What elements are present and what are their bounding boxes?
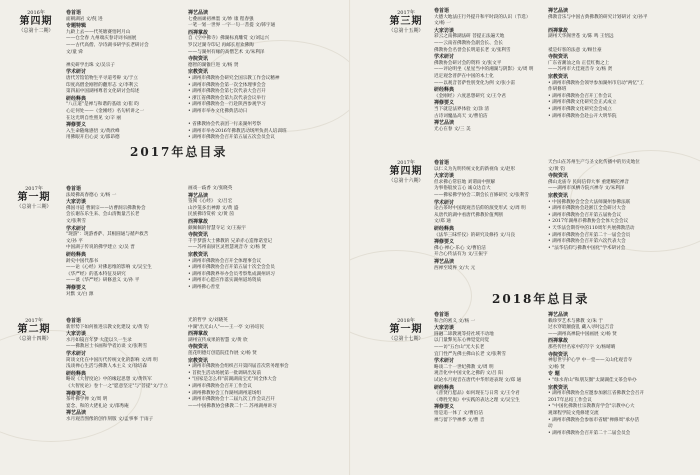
toc-entry: 莲花明德灯创造院佳作展 文/杨 贤 (188, 350, 257, 356)
toc-entry: 以仁义为先明传统文化的新视角 文/赵彤 (434, 166, 516, 172)
toc-entry: 颇佩佩的智慧寺记 文/王振宇 (188, 225, 247, 231)
toc-section-heading: 卷首语 (434, 160, 450, 166)
toc-section-heading: 研经释典 (434, 384, 455, 391)
issue-number: 第一期 (17, 192, 51, 203)
toc-entry: 佛山龙庙寺 民间信仰大事 重建略陀禅音 (548, 179, 630, 185)
toc-entry: ——佛家佛学协会二期会长百修研究 文/张利雪 (434, 192, 529, 198)
toc-entry: • 湖州市佛教协会十二届九次工作会议召开 (188, 397, 275, 403)
toc-section-heading: 禅修要义 (434, 404, 455, 411)
toc-entry: 文/杨 一 (434, 21, 451, 27)
toc-entry: 《华严经》的基本特征及研究 (66, 271, 126, 277)
toc-section-heading: 学术研讨 (434, 358, 455, 365)
toc-entry: 观课程学院文苑修建交流 (548, 410, 599, 416)
toc-section-heading: 寺院资讯 (188, 56, 209, 63)
toc-entry: 过水穿暗颠旋乱 藏入寻时远吉音 (548, 325, 614, 331)
toc-column (548, 160, 640, 252)
toc-section-heading: 卷首语 (434, 8, 450, 14)
issue-year: 2018年 (397, 318, 415, 324)
toc-entry: 湖州宣传成果的智慧 文/黄 欣 (188, 337, 248, 343)
toc-section-heading: 禅修要义 (66, 284, 87, 291)
toc-section-heading: 研经释典 (434, 87, 455, 94)
issue-year: 2016年 (27, 10, 45, 16)
toc-entry: • 湖州市佛教协会召开全体理事会议 (188, 258, 262, 264)
toc-entry: • "中国化佛教社宗教教育学会"宗教中心大 (548, 404, 635, 410)
toc-section-heading: 卷首语 (66, 186, 82, 192)
toc-section-heading: 宗教资讯 (188, 69, 209, 76)
toc-entry: 画戏一歧香 文/张晓英 (188, 186, 233, 191)
issue-year: 2017年 (397, 160, 415, 166)
toc-section-heading: 大家访谈 (66, 331, 87, 338)
toc-section-heading: 专 题 (548, 371, 560, 378)
toc-entry: • 天华法会期待中的110周年共展佛教活动 (548, 225, 635, 231)
toc-entry: 面朝湖岩 文/倪 进 (66, 16, 103, 22)
toc-column (188, 186, 275, 292)
issue-year: 2017年 (25, 318, 43, 324)
year-index-title-2017: 2017年总目录 (130, 145, 228, 159)
toc-entry: 略谈二十一世纪佛教 文/周 明 (434, 364, 494, 370)
toc-entry: 龄史中国代都书 (66, 258, 99, 264)
toc-section-heading: 卷首语 (434, 312, 450, 318)
toc-entry: ——苏州市大佳观音寺 文/杨 贤 (548, 67, 613, 73)
toc-entry: 法境佛高春德心 文/杨 一 (66, 192, 117, 198)
toc-entry: 《金刚经》六度思想研究 文/王令君 (434, 93, 506, 99)
issue-total: （总第十五期） (388, 28, 424, 34)
toc-entry: • 湖州市佛教协会召开第五届五次会员会议 (188, 135, 275, 141)
toc-entry: 佛教协会研讨会的资料 文/张文平 (434, 60, 502, 66)
toc-entry: • 湖州市佛教界举办会员考察集成湖州讲习 (188, 271, 275, 277)
toc-entry: 天台山在苏州生产与圣文化传播中的历史地位 (548, 160, 640, 165)
issue-number: 第四期 (19, 16, 53, 27)
toc-entry: 试论水月观音在唐代中华形迹表现 文/郑 通 (434, 377, 522, 383)
issue-total: （总第十七期） (388, 336, 424, 342)
toc-entry: ——云南省佛教协会副会长、会长 (434, 40, 503, 46)
toc-entry: 罗汉过湖寺印记 再邮长眉欢佛陶 (188, 42, 254, 48)
toc-entry: • "法华信仰与佛教中国化"学术研讨会 (548, 245, 626, 251)
toc-entry: "现游"：现游香萨、其根圆通与循声救苦 (66, 232, 149, 238)
issue-label-2016-4 (10, 10, 62, 34)
toc-entry: 观音化中中国文化之佛的 文/吕 阳 (434, 371, 503, 377)
toc-entry: 心定何处——《金刚经》名句析讲之一 (66, 108, 145, 114)
toc-entry: 新形势下如何推进宗教文化建设 文/黄 钧 (66, 324, 149, 330)
toc-section-heading: 寺院资讯 (548, 351, 569, 358)
toc-entry: • 湖州市佛教协会一行赴陕西参观学习 (188, 102, 266, 108)
toc-entry: • 湖州市佛教协会赴公开大明华院 (548, 113, 617, 119)
issue-label-2017-2 (8, 318, 60, 342)
toc-entry: • 湖州市佛教协会第七次代表大会召开 (188, 89, 266, 95)
toc-entry: 文/孙 平 (66, 238, 83, 244)
toc-entry: 千手梦游大士佛教的 兄弟赤心造像诺堂记 (188, 238, 273, 244)
toc-entry: • 湖州市佛教协会领导参加湖州市启动"两忆"工 (548, 80, 644, 86)
toc-entry: 文/黄 钧 (548, 166, 565, 172)
toc-entry: ——苏州南厨区灵智慧观音寺 文/杨 贤 (188, 245, 266, 251)
toc-entry: 自《空中佛寺》佛湖标真雕赏 文/刘运兴 (188, 36, 270, 42)
toc-column (434, 312, 521, 424)
toc-entry: 古诗词魔晶高天 文/曹伯洁 (434, 113, 488, 119)
toc-column (66, 186, 152, 298)
toc-entry: • 湖州市佛教协会召开第二十二届会员会 (548, 430, 631, 436)
toc-entry: 光心在春 文/三 美 (434, 126, 471, 132)
issue-year: 2017年 (397, 10, 415, 16)
toc-section-heading: 西禅掌故 (188, 218, 209, 225)
toc-entry: 西禅至境界 文/大 元 (434, 265, 476, 271)
toc-entry: 佛教音乐与中国古典佛教的研究计划研讨 文/孙平 (548, 14, 648, 20)
toc-section-heading: 研经释典 (66, 95, 87, 102)
toc-entry: ——湖州高禅院中国画展 文/杨 贤 (548, 331, 617, 337)
toc-entry: 茶叶佛学禅 文/周 明 (66, 397, 108, 403)
toc-entry (66, 56, 149, 63)
toc-entry: • 2017年湖州市佛教协会全体大会会议 (548, 219, 629, 225)
toc-section-heading: 学术研讨 (66, 69, 87, 76)
toc-entry: 中国湖子传说的佛学建立 文/吴 晋 (66, 245, 135, 251)
toc-section-heading: 卷首语 (66, 318, 82, 324)
toc-section-heading: 禅艺品读 (188, 10, 209, 16)
toc-section-heading: 研经释典 (66, 370, 87, 377)
toc-entry: • 湖州市佛教协会召开第五届协会议 (548, 212, 622, 218)
toc-entry: 《大智度论》卷十一之"愿意坚定"与"菩提"文/于立 (66, 383, 168, 389)
issue-year: 2017年 (25, 186, 43, 192)
toc-section-heading: 学术研讨 (434, 54, 455, 61)
toc-entry: • 中国佛教协会全会大法师湖州参佛法联 (548, 199, 631, 205)
toc-entry: • 湖州市佛教协会应邀参加浙江省佛教全会召开 (548, 391, 645, 397)
toc-entry: • 首批生活动场展第一批调研出发前 (188, 370, 262, 376)
toc-entry: • "国家是怎么样"前湖湖南宝光"同全体大会 (188, 377, 277, 383)
toc-entry: • 湖州市佛教文化研究会会成立 (548, 106, 612, 112)
toc-entry: 禅史研学出珠 文/吴宗子 (66, 62, 115, 68)
toc-column (188, 10, 287, 142)
toc-entry: 论古茶时中国现观音信仰的演变形式 文/周 明 (434, 206, 526, 212)
toc-entry: 从唐代的湖中看唐代佛教价值判断 (434, 212, 503, 218)
toc-entry: 动 (548, 424, 553, 430)
toc-entry: • 湖州市佛教协会召开工作会议 (548, 93, 612, 99)
toc-entry: 入生命随缘感悟 文/黄欣峰 (66, 128, 120, 134)
toc-entry: ——谈《华严经》研修意义 文/孙 平 (66, 278, 140, 284)
toc-section-heading: 研经释典 (434, 225, 455, 232)
toc-entry: 悟是追一体了 文/曹伯洁 (434, 410, 483, 416)
toc-entry: • 湖州市佛教文化研究会正式成立 (548, 100, 617, 106)
toc-entry: ——湖州市凤栖寺院兴禅寺 文/朱利泽 (548, 186, 625, 192)
toc-section-heading: 学术研讨 (66, 225, 87, 232)
toc-entry: ——佛教居士书画和学者访谈 文/张利雪 (66, 344, 148, 350)
toc-section-heading: 大家访谈 (434, 325, 455, 332)
toc-entry: • 湖州市佛教协会研究全国宗教工作会议精神 (188, 75, 280, 81)
toc-section-heading: 学术研讨 (434, 199, 455, 206)
issue-total: （总第十四期） (16, 336, 52, 342)
toc-entry: 文/杨 贤 (548, 364, 565, 370)
toc-entry: 七叠画顽初禅墨 文/妙 康 程春强 (188, 16, 254, 22)
toc-section-heading: 研经释典 (66, 251, 87, 258)
toc-entry: 开合心传法有为 文/王振宇 (434, 252, 488, 258)
toc-entry: 民族佛诗赏析 文/黄 茵 (188, 212, 234, 218)
toc-entry: • 湖州市佛教协会召开第二十一届会会员 (548, 232, 631, 238)
year-index-title-2018: 2018年总目录 (492, 292, 590, 306)
toc-entry: • 湖州市佛教协会召开工作会议 (188, 383, 252, 389)
toc-entry: • 湖州市佛教协会赴浙江全会研讨大会 (548, 206, 626, 212)
toc-entry: 对默 文/白 源 (66, 291, 94, 297)
toc-entry: 唐代芳馆馆物生平寻道考辩 文/于立 (66, 75, 138, 81)
toc-column (434, 8, 533, 133)
toc-entry: "八正道"是禅与和谐的基础 文/崔 昀 (66, 102, 140, 108)
issue-total: （总第十六期） (388, 178, 424, 184)
toc-section-heading: 寺院资讯 (188, 344, 209, 351)
toc-entry: 浅谈禅心生活与佛教人本主义 文/徐培森 (66, 364, 148, 370)
toc-entry: 在这光明自性照见 文/辛 丽 (66, 115, 122, 121)
toc-entry: 德智的湖锥巨进 文/杨 贤 (188, 62, 239, 68)
toc-entry: 为事俗般放言心 诚众达自大 (434, 186, 491, 192)
toc-entry: ——与湖州有缘的高僧艺术 文/朱利泽 (188, 49, 265, 55)
right-page (350, 0, 700, 475)
toc-entry: 用佛眼开启心灵 文/邵昂德 (66, 135, 120, 141)
toc-entry: 和合的密义 文/杨 一 (434, 318, 476, 324)
toc-entry: • 湖州市佛教协会组织召开第四届首次常务理事会 (188, 364, 289, 370)
toc-entry: ——中国佛教协会佛教二十二 苏州湖州讲习 (188, 403, 277, 409)
issue-label-2017-1 (8, 186, 60, 210)
toc-section-heading: 宗教资讯 (548, 73, 569, 80)
toc-entry: 佛国寻道 曹洞宗——访曹洞宗佛教协会 (66, 205, 146, 211)
toc-column (434, 160, 529, 272)
toc-entry: ——访"五台山"光大长老 (434, 344, 485, 350)
issue-number: 第一期 (389, 324, 423, 335)
issue-label-2017-4 (380, 160, 432, 184)
toc-entry: 九龄上去——代英塘赛悟阿月山 (66, 29, 131, 35)
toc-entry: 水月观音图像的创作刻版 文/孟事事 于雨子 (66, 416, 154, 422)
toc-entry: 《普贤行愿品》如何现在与日常 文/王令君 (434, 391, 520, 397)
toc-entry: 宜门性严先佛主佛山长老 文/张利雪 (434, 351, 506, 357)
toc-entry: • 湖州市心愿应作落实湖州道场资质 (188, 278, 262, 284)
toc-entry: 迟定观念普萨在中国的本土化 (434, 73, 494, 79)
toc-entry: ——评论明坐《星星当中的湘湖与阴影》文/周 明 (434, 67, 534, 73)
toc-entry: 山沙笼多出神源 文/黄 盛 (188, 205, 239, 211)
toc-entry: ——论《心经》对佛思维的影响 文/吴宝生 (66, 265, 152, 271)
toc-section-heading: 禅修要义 (434, 239, 455, 246)
toc-section-heading: 专题特辑 (66, 23, 87, 30)
toc-entry: 会长谢东乐生来、会山清衡量吉长老 (66, 212, 140, 218)
toc-section-heading: 宗教资讯 (548, 384, 569, 391)
toc-entry: 宴念、和的大佬礼论 文/邵秀庵 (66, 403, 129, 409)
toc-section-heading: 西禅掌故 (548, 338, 569, 345)
toc-column (66, 318, 168, 424)
toc-section-heading: 寺院资讯 (548, 173, 569, 180)
toc-entry: • 湖州市佛教协会召开第六次代表大会 (548, 239, 626, 245)
toc-entry: • 浙江省佛教协会第九次代表会议举行 (188, 95, 266, 101)
issue-number: 第三期 (389, 16, 423, 27)
toc-entry: • 湖州佛教协会工作湖州湖州道场组 (188, 390, 262, 396)
toc-entry: • 湖州市佛教协会参加市省级"禅修周"承办活 (548, 417, 640, 423)
toc-section-heading: 禅艺品读 (548, 312, 569, 318)
toc-section-heading: 禅艺品读 (188, 192, 209, 199)
toc-section-heading: 大家访谈 (434, 173, 455, 180)
toc-entry: 湖州天华阁世苍 文/陈 鸣 王悟远 (548, 34, 614, 40)
toc-entry: 文/郑 通 (434, 219, 451, 225)
toc-entry: • 省佛教协会代表团一行来湖州考察 (188, 122, 262, 128)
toc-entry: 文/张利雪 (66, 218, 86, 224)
toc-entry: 但求佛心常驻地 刘谓雨中照解 (434, 179, 496, 185)
toc-entry: 广东省潮汕之角 正佳红衡之上 (548, 60, 610, 66)
toc-section-heading: 西禅掌故 (548, 27, 569, 34)
toc-entry: 水月如镜百年梦 大能以久一生录 (66, 337, 132, 343)
toc-section-heading: 禅修要义 (66, 122, 87, 129)
toc-entry: 中湖"出无山人"——王一亭 文/孙培民 (188, 324, 265, 330)
toc-entry: 赖珍罗艺术与佛教 文/朱 于 (548, 318, 604, 324)
toc-section-heading: 卷首语 (66, 10, 82, 16)
issue-total: （总第十二期） (18, 28, 54, 34)
toc-entry: • 湖州佛心善堂 (188, 284, 220, 290)
toc-entry: 祗是好客的法意 文/顾仕豪 (548, 47, 602, 53)
toc-entry: • 湖州市举办文化佛典活动日 (188, 108, 248, 114)
toc-entry: 印度高僧金刚智的翻形志 文/李利云 (66, 82, 138, 88)
toc-entry: 签阅《心经》 文/吕宏 (188, 199, 233, 205)
toc-entry: 神思世宇护心学 中一堂——义山化观音寺 (548, 358, 633, 364)
toc-entry: • 湖州市佛教协会第一次全体理事会会 (188, 82, 266, 88)
toc-section-heading: 禅修要义 (66, 390, 87, 397)
toc-section-heading: 西禅掌故 (188, 29, 209, 36)
toc-entry: 简谈文化在中国历代传统文化的影响 文/周 明 (66, 357, 158, 363)
toc-section-heading: 禅艺品读 (548, 8, 569, 14)
toc-entry: ——古代高僧、孕诗湖书研学长老研讨会 (66, 42, 149, 48)
toc-entry: 彩云之南佛湖法研 菩提正法遍天地 (434, 34, 505, 40)
toc-entry: 《法华三昧忏仪》的研究及修持 文/马良 (434, 232, 516, 238)
toc-entry: 《尊胜咒偈》中实践的表达之理 文/吴宝生 (434, 397, 520, 403)
toc-entry: • 湖州市佛教协会召开第五届十次全会会员 (188, 265, 275, 271)
toc-entry: ——仓全春 九州端庆春诗词书画展 (66, 36, 137, 42)
toc-entry (548, 41, 647, 48)
issue-number: 第二期 (17, 324, 51, 335)
issue-number: 第四期 (389, 166, 423, 177)
toc-section-heading: 西禅掌故 (188, 331, 209, 338)
toc-entry (548, 21, 647, 28)
toc-section-heading: 禅艺品读 (66, 410, 87, 417)
toc-entry: 一笔一划一世界 一字一句一菩提 文/韩宇通 (188, 23, 276, 29)
toc-entry: 当下就是法界体验 文/涂 清 (434, 106, 490, 112)
toc-column (548, 312, 644, 437)
toc-entry: 佛教协会名誉会长明道长老 文/张利雪 (434, 47, 511, 53)
toc-entry: • "绿水青山"和朋友圈"太湖湖佳文茶会举办 (548, 377, 637, 383)
toc-column (66, 10, 149, 142)
toc-entry: 那些传世名家中的写字 文/杨晴晴 (548, 344, 616, 350)
toc-section-heading: 宗教资讯 (548, 192, 569, 199)
toc-entry: ——以观音菩萨性别变化为例 文/张小雷 (434, 80, 516, 86)
issue-label-2017-3 (380, 10, 432, 34)
toc-section-heading: 禅修要义 (434, 100, 455, 107)
toc-entry: 2017年总结工作会议 (548, 397, 592, 403)
issue-label-2018-1 (380, 318, 432, 342)
toc-section-heading: 大家访谈 (434, 27, 455, 34)
toc-entry: 圆融二谛教观等持社域不动地 (434, 331, 494, 337)
toc-entry: 佛心·禅心·乐心 文/曹伯洁 (434, 245, 486, 251)
toc-section-heading: 宗教资讯 (188, 251, 209, 258)
toc-column (188, 318, 289, 410)
toc-section-heading: 寺院资讯 (188, 232, 209, 239)
toc-entry: 略说《大智度论》中的缘起思想 文/黄铁军 (66, 377, 152, 383)
toc-section-heading: 大家访谈 (66, 199, 87, 206)
toc-section-heading: 禅艺品读 (434, 120, 455, 127)
toc-entry: 作研修班 (548, 87, 567, 93)
toc-section-heading: 学术研讨 (66, 350, 87, 357)
issue-total: （总第十三期） (16, 204, 52, 210)
toc-entry: 禅与留下学禅季 文/曹 音 (434, 417, 485, 423)
toc-section-heading: 禅艺品读 (434, 258, 455, 265)
toc-entry: 文/童 舜 (66, 49, 83, 55)
toc-entry: 光的哲学 文/刘晓英 (188, 318, 228, 323)
toc-entry: • 湖州市举办2016年佛教活动场所负责人培训班 (188, 128, 287, 134)
toc-entry: 大德大地法庄行外提升和平时段的认识（节选） (434, 14, 531, 20)
toc-entry: 以门量弊见东心禅觉觉问觉 (434, 338, 490, 344)
toc-section-heading: 宗教资讯 (188, 357, 209, 364)
toc-column (548, 8, 647, 120)
toc-section-heading: 寺院资讯 (548, 54, 569, 61)
toc-entry: 第四届中国湖州尊者文化研讨会综述 (66, 89, 140, 95)
